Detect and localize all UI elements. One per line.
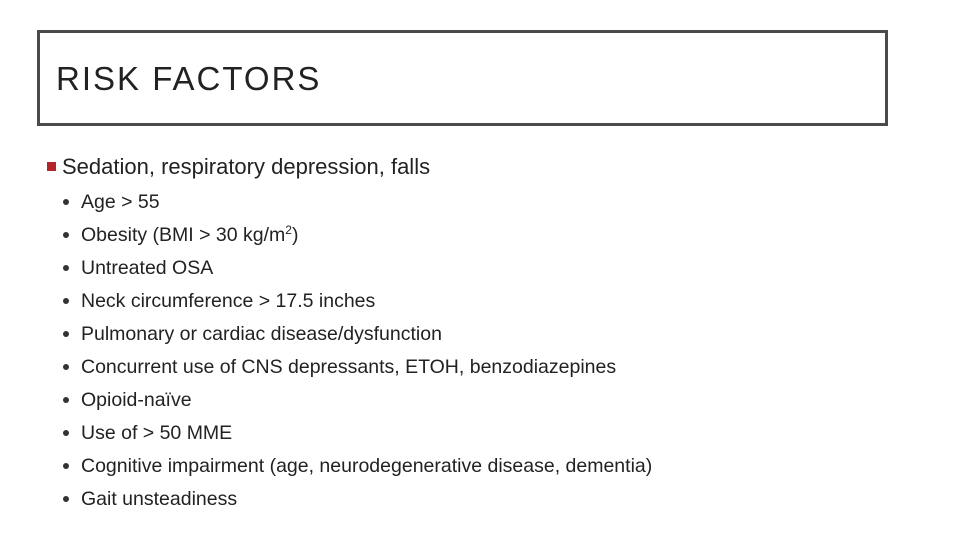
sub-bullet-text: Opioid-naïve xyxy=(81,388,192,411)
sub-bullet-list xyxy=(44,185,924,515)
sub-bullet-text: Cognitive impairment (age, neurodegenerative disease, dementia) xyxy=(81,454,653,477)
main-bullet xyxy=(44,150,924,184)
list-item xyxy=(44,482,924,515)
list-item xyxy=(44,284,924,317)
round-bullet-icon xyxy=(63,199,69,205)
sub-bullet-text: Neck circumference > 17.5 inches xyxy=(81,289,376,312)
title-box xyxy=(37,30,888,126)
round-bullet-icon xyxy=(63,397,69,403)
sub-bullet-text: Age > 55 xyxy=(81,190,160,213)
round-bullet-icon xyxy=(63,364,69,370)
sub-bullet-text-after: ) xyxy=(291,223,299,246)
round-bullet-icon xyxy=(63,496,69,502)
list-item xyxy=(44,317,924,350)
round-bullet-icon xyxy=(63,232,69,238)
round-bullet-icon xyxy=(63,298,69,304)
round-bullet-icon xyxy=(63,265,69,271)
sub-bullet-text: Gait unsteadiness xyxy=(81,487,238,510)
sub-bullet-text xyxy=(81,221,298,249)
sub-bullet-text: Pulmonary or cardiac disease/dysfunction xyxy=(81,322,442,345)
slide-title: RISK FACTORS xyxy=(56,60,322,97)
round-bullet-icon xyxy=(63,331,69,337)
list-item xyxy=(44,383,924,416)
sub-bullet-text: Untreated OSA xyxy=(81,256,214,279)
list-item xyxy=(44,350,924,383)
sub-bullet-text: Concurrent use of CNS depressants, ETOH, benzodiazepines xyxy=(81,355,617,378)
list-item xyxy=(44,251,924,284)
round-bullet-icon xyxy=(63,430,69,436)
superscript: 2 xyxy=(285,222,292,237)
list-item xyxy=(44,218,924,251)
list-item xyxy=(44,449,924,482)
square-bullet-icon xyxy=(47,162,56,171)
list-item xyxy=(44,185,924,218)
list-item xyxy=(44,416,924,449)
round-bullet-icon xyxy=(63,463,69,469)
slide-content xyxy=(44,150,924,515)
main-bullet-text: Sedation, respiratory depression, falls xyxy=(62,154,431,179)
sub-bullet-text-main: Obesity (BMI > 30 kg/m xyxy=(81,223,286,246)
sub-bullet-text: Use of > 50 MME xyxy=(81,421,233,444)
